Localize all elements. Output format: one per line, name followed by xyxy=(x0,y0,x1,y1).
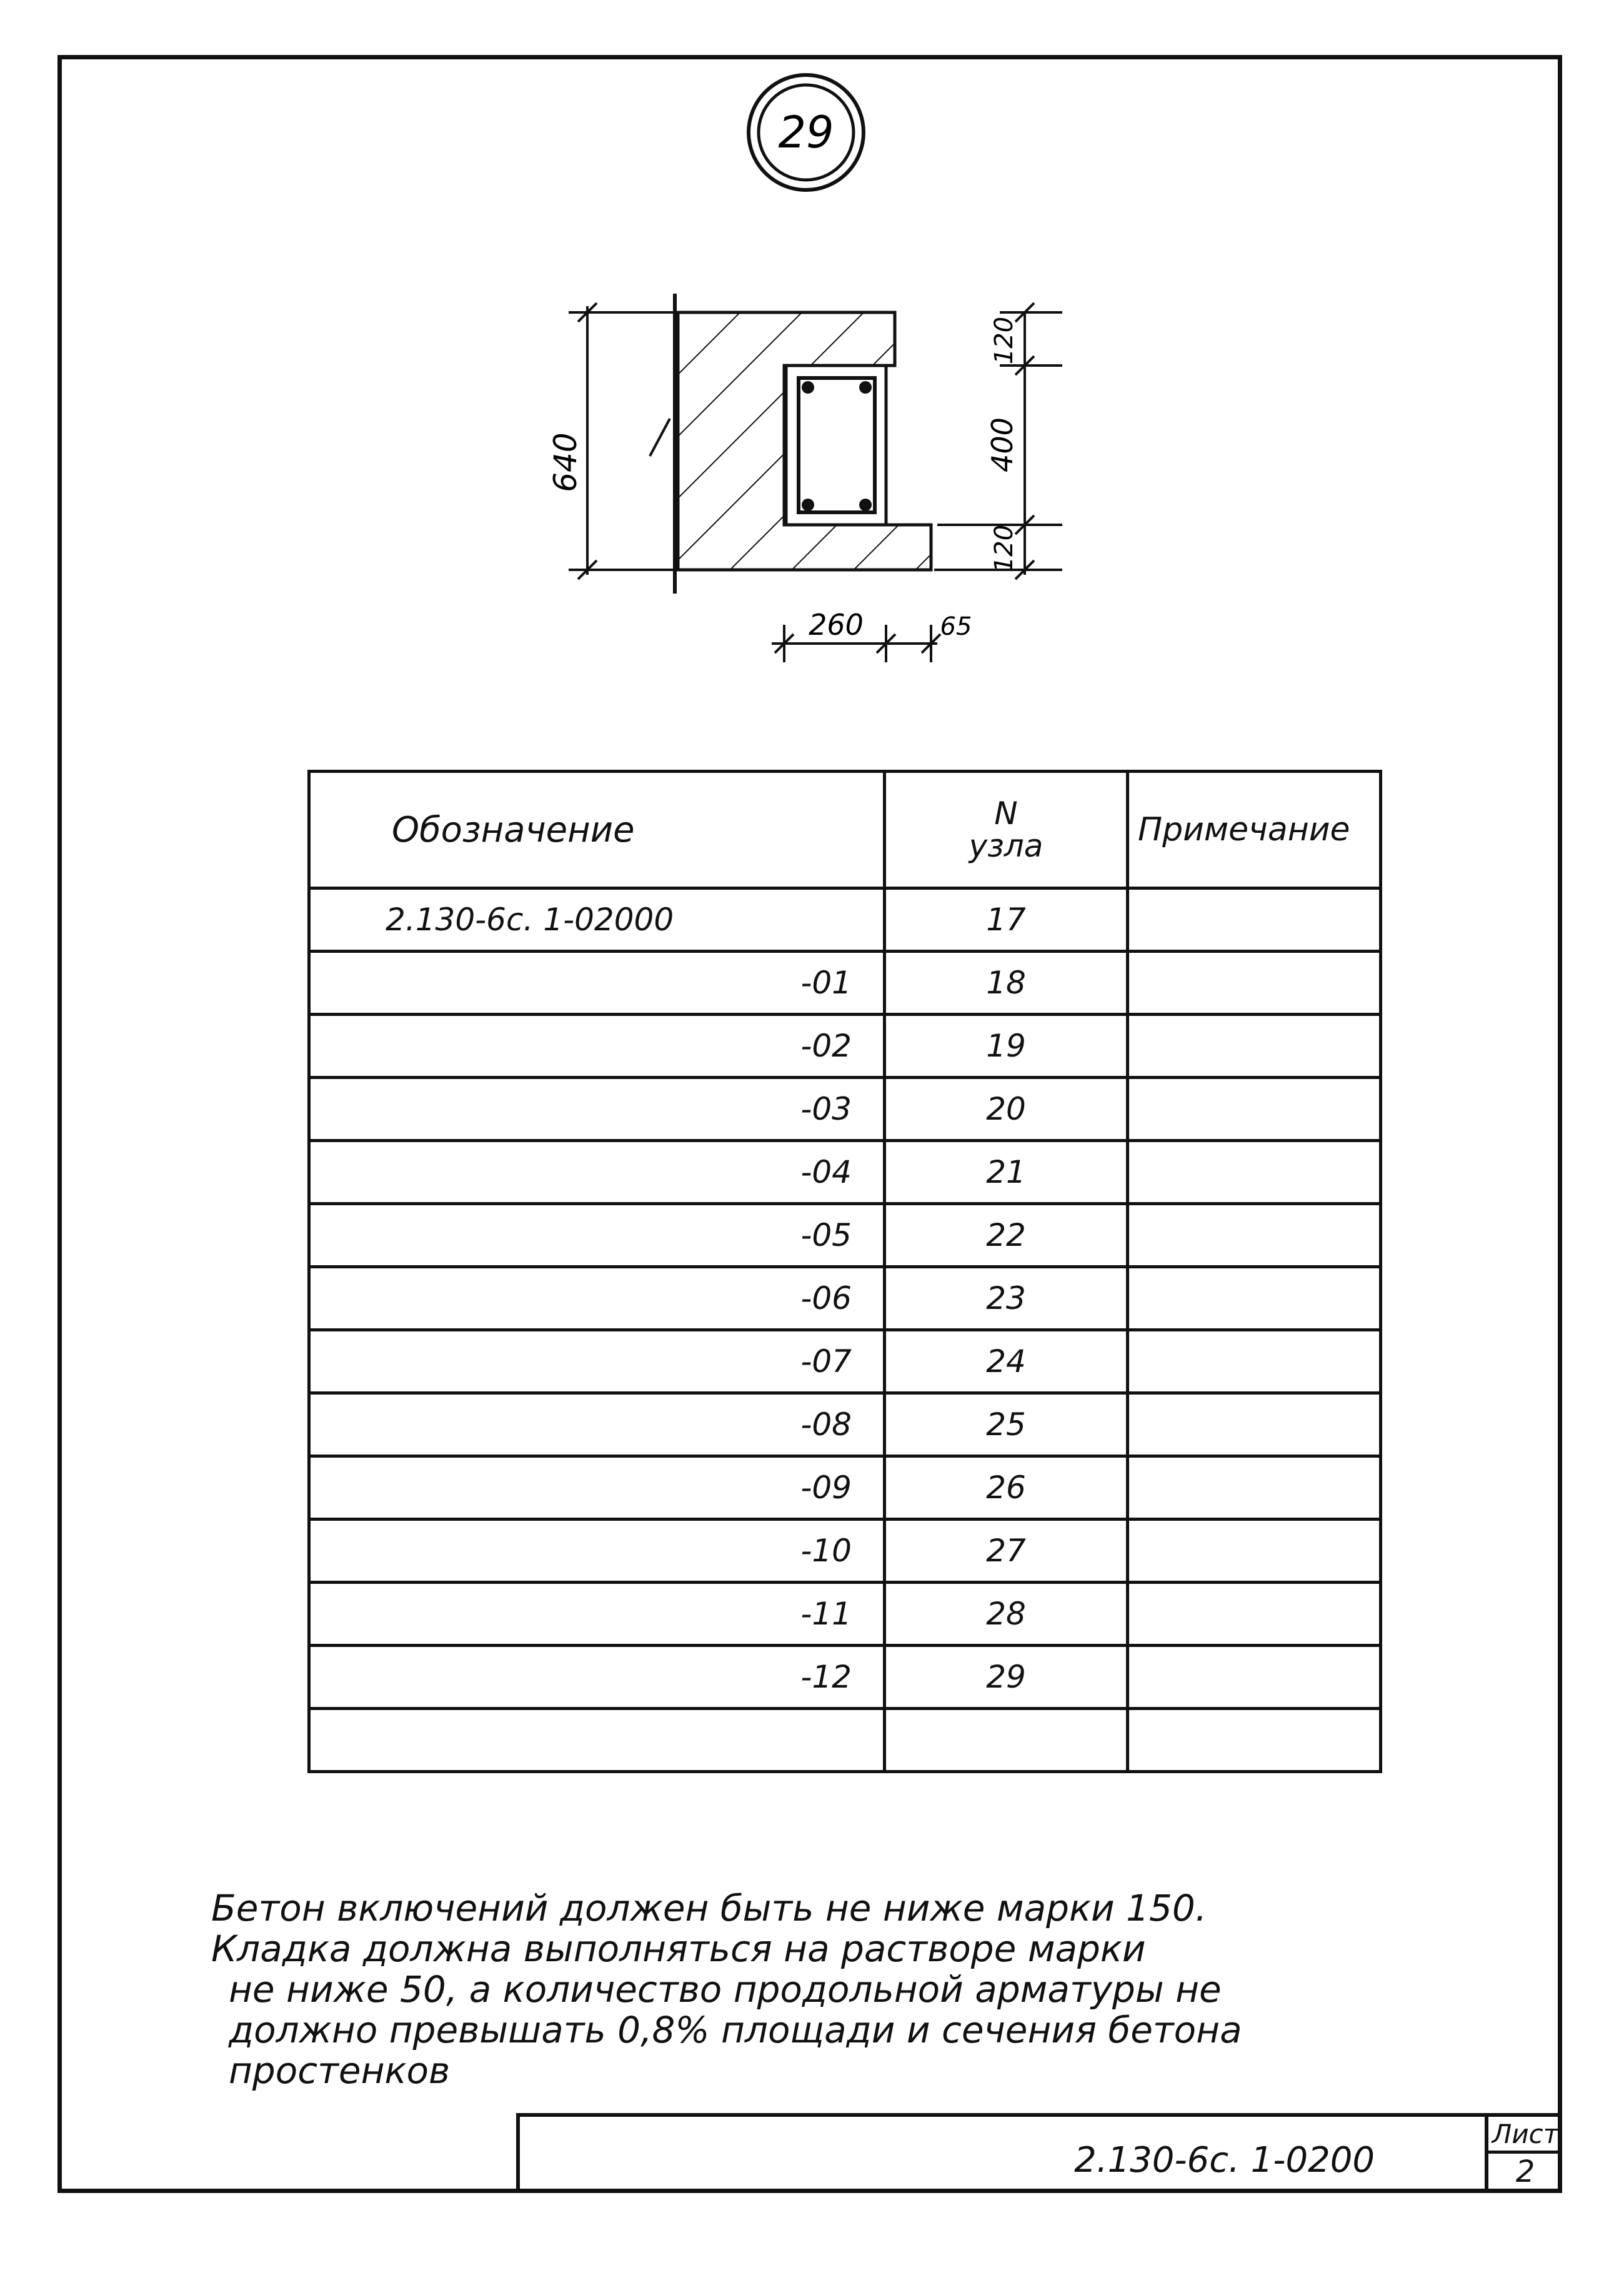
table-row xyxy=(309,1330,1381,1393)
row-node: 21 xyxy=(885,1141,1128,1204)
break-mark xyxy=(650,419,670,456)
header-node-number xyxy=(885,772,1128,888)
row-note xyxy=(1128,1015,1381,1078)
table-row xyxy=(309,1078,1381,1141)
row-note xyxy=(1128,888,1381,952)
document-code: 2.130-6с. 1-0200 xyxy=(1074,2140,1375,2181)
row-node: 29 xyxy=(885,1646,1128,1709)
row-note xyxy=(1128,1709,1381,1772)
table-row xyxy=(309,1646,1381,1709)
section-drawing xyxy=(0,0,1624,737)
table-row xyxy=(309,1141,1381,1204)
note-line: Кладка должна выполняться на растворе марки xyxy=(211,1927,1146,1970)
dimension-400-label: 400 xyxy=(985,417,1019,472)
note-line: Бетон включений должен быть не ниже марки 150. xyxy=(211,1887,1207,1929)
row-node: 28 xyxy=(885,1583,1128,1646)
row-note xyxy=(1128,1267,1381,1330)
dimension-120-top-label: 120 xyxy=(990,316,1019,365)
table-row xyxy=(309,1204,1381,1267)
row-designation: -05 xyxy=(309,1204,885,1267)
row-designation: -07 xyxy=(309,1330,885,1393)
row-note xyxy=(1128,1330,1381,1393)
row-designation: -10 xyxy=(309,1520,885,1583)
row-node: 17 xyxy=(885,888,1128,952)
rebar xyxy=(859,499,872,511)
table-row xyxy=(309,1456,1381,1520)
table-row xyxy=(309,1583,1381,1646)
table-row xyxy=(309,1520,1381,1583)
row-designation: -04 xyxy=(309,1141,885,1204)
note-line: простенков xyxy=(229,2049,451,2092)
table-row xyxy=(309,888,1381,952)
table-row xyxy=(309,952,1381,1015)
row-node: 19 xyxy=(885,1015,1128,1078)
dimension-120-bottom-label: 120 xyxy=(990,524,1019,573)
row-note xyxy=(1128,1141,1381,1204)
row-designation: -08 xyxy=(309,1393,885,1456)
sheet-number: 2 xyxy=(1515,2154,1535,2189)
table-row xyxy=(309,1015,1381,1078)
node-marker-label: 29 xyxy=(778,107,834,158)
row-note xyxy=(1128,1456,1381,1520)
row-designation: -09 xyxy=(309,1456,885,1520)
note-line: не ниже 50, а количество продольной арматуры не xyxy=(229,1967,1222,2011)
row-node: 22 xyxy=(885,1204,1128,1267)
row-node: 20 xyxy=(885,1078,1128,1141)
table-row xyxy=(309,1709,1381,1772)
note-line: должно превышать 0,8% площади и сечения бетона xyxy=(229,2008,1242,2051)
row-designation: -03 xyxy=(309,1078,885,1141)
rebar xyxy=(802,499,814,511)
row-designation: -02 xyxy=(309,1015,885,1078)
row-node: 18 xyxy=(885,952,1128,1015)
header-node-sign: N xyxy=(994,795,1018,832)
row-note xyxy=(1128,1078,1381,1141)
table-row xyxy=(309,1267,1381,1330)
title-block xyxy=(516,2113,1562,2193)
row-node: 24 xyxy=(885,1330,1128,1393)
row-node: 26 xyxy=(885,1456,1128,1520)
row-node: 27 xyxy=(885,1520,1128,1583)
header-note: Примечание xyxy=(1128,772,1381,888)
rebar xyxy=(802,381,814,394)
row-node xyxy=(885,1709,1128,1772)
sheet-label: Лист xyxy=(1488,2119,1562,2154)
dimension-260-label: 260 xyxy=(809,608,864,642)
row-designation: -12 xyxy=(309,1646,885,1709)
node-marker xyxy=(749,75,864,190)
dimension-640-label: 640 xyxy=(547,432,584,492)
row-designation: -06 xyxy=(309,1267,885,1330)
row-designation xyxy=(309,1709,885,1772)
row-note xyxy=(1128,1520,1381,1583)
row-node: 23 xyxy=(885,1267,1128,1330)
rebar xyxy=(859,381,872,394)
general-notes xyxy=(211,1888,1448,2091)
dimension-65-label: 65 xyxy=(940,612,972,641)
dimension-640 xyxy=(569,303,678,579)
concrete-inclusion xyxy=(786,366,886,525)
row-note xyxy=(1128,1583,1381,1646)
row-node: 25 xyxy=(885,1393,1128,1456)
row-designation: -11 xyxy=(309,1583,885,1646)
row-note xyxy=(1128,1646,1381,1709)
row-note xyxy=(1128,1393,1381,1456)
header-designation: Обозначение xyxy=(309,772,885,888)
node-table xyxy=(307,770,1382,1773)
row-note xyxy=(1128,952,1381,1015)
sheet-number-box xyxy=(1485,2117,1562,2193)
table-header-row xyxy=(309,772,1381,888)
row-note xyxy=(1128,1204,1381,1267)
table-row xyxy=(309,1393,1381,1456)
row-designation: 2.130-6с. 1-02000 xyxy=(309,888,885,952)
header-node-word: узла xyxy=(969,828,1044,864)
row-designation: -01 xyxy=(309,952,885,1015)
